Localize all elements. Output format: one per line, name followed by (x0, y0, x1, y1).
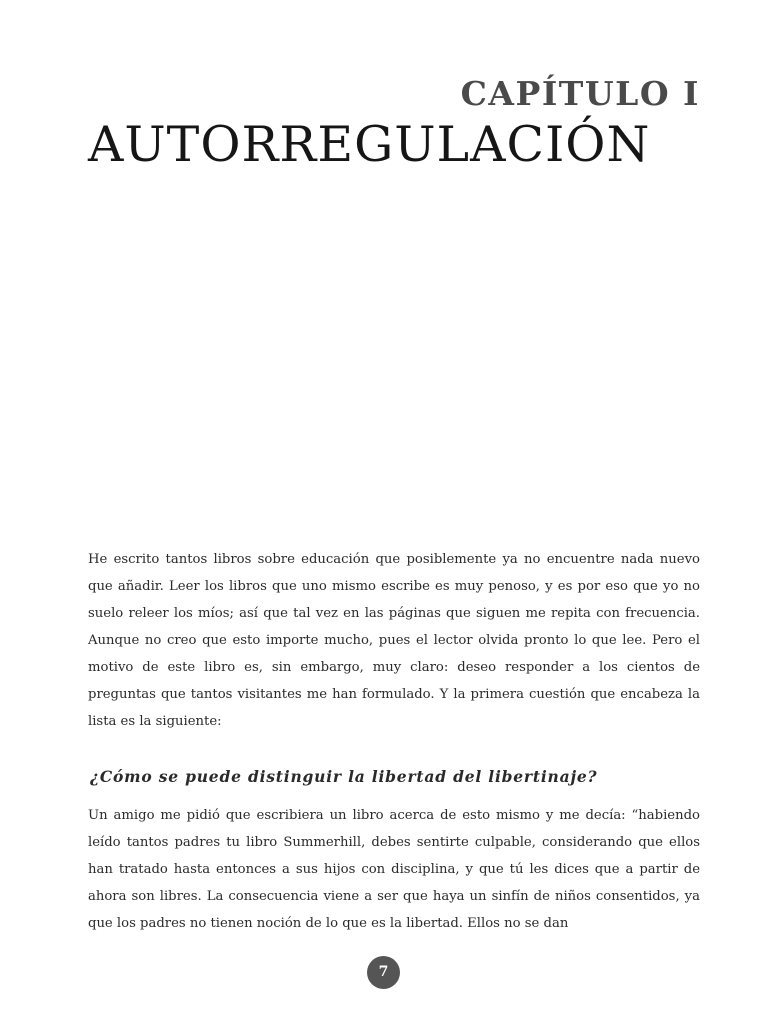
chapter-number: CAPÍTULO I (460, 74, 700, 113)
chapter-title: AUTORREGULACIÓN (88, 116, 651, 173)
page-number-badge: 7 (367, 956, 400, 989)
section-paragraph: Un amigo me pidió que escribiera un libro acerca de esto mismo y me decía: “habiendo leído tantos padres tu libro Summerhill, debes sentirte culpable, considerando que ellos han tratado hasta entonces a sus hijos con disciplina, y que tú les dices que a partir de ahora son libres. La consecuencia viene a ser que haya un sinfín de niños consentidos, ya que los padres no tienen noción de lo que es la libertad. Ellos no se dan (88, 808, 700, 931)
section-heading: ¿Cómo se puede distinguir la libertad del libertinaje? (90, 767, 598, 786)
intro-paragraph: He escrito tantos libros sobre educación que posiblemente ya no encuentre nada nuevo que añadir. Leer los libros que uno mismo escribe es muy penoso, y es por eso que yo no suelo releer los míos; así que tal vez en las páginas que siguen me repita con frecuencia. Aunque no creo que esto importe mucho, pues el lector olvida pronto lo que lee. Pero el motivo de este libro es, sin embargo, muy claro: deseo responder a los cientos de preguntas que tantos visitantes me han formulado. Y la primera cuestión que encabeza la lista es la siguiente: (88, 552, 700, 729)
